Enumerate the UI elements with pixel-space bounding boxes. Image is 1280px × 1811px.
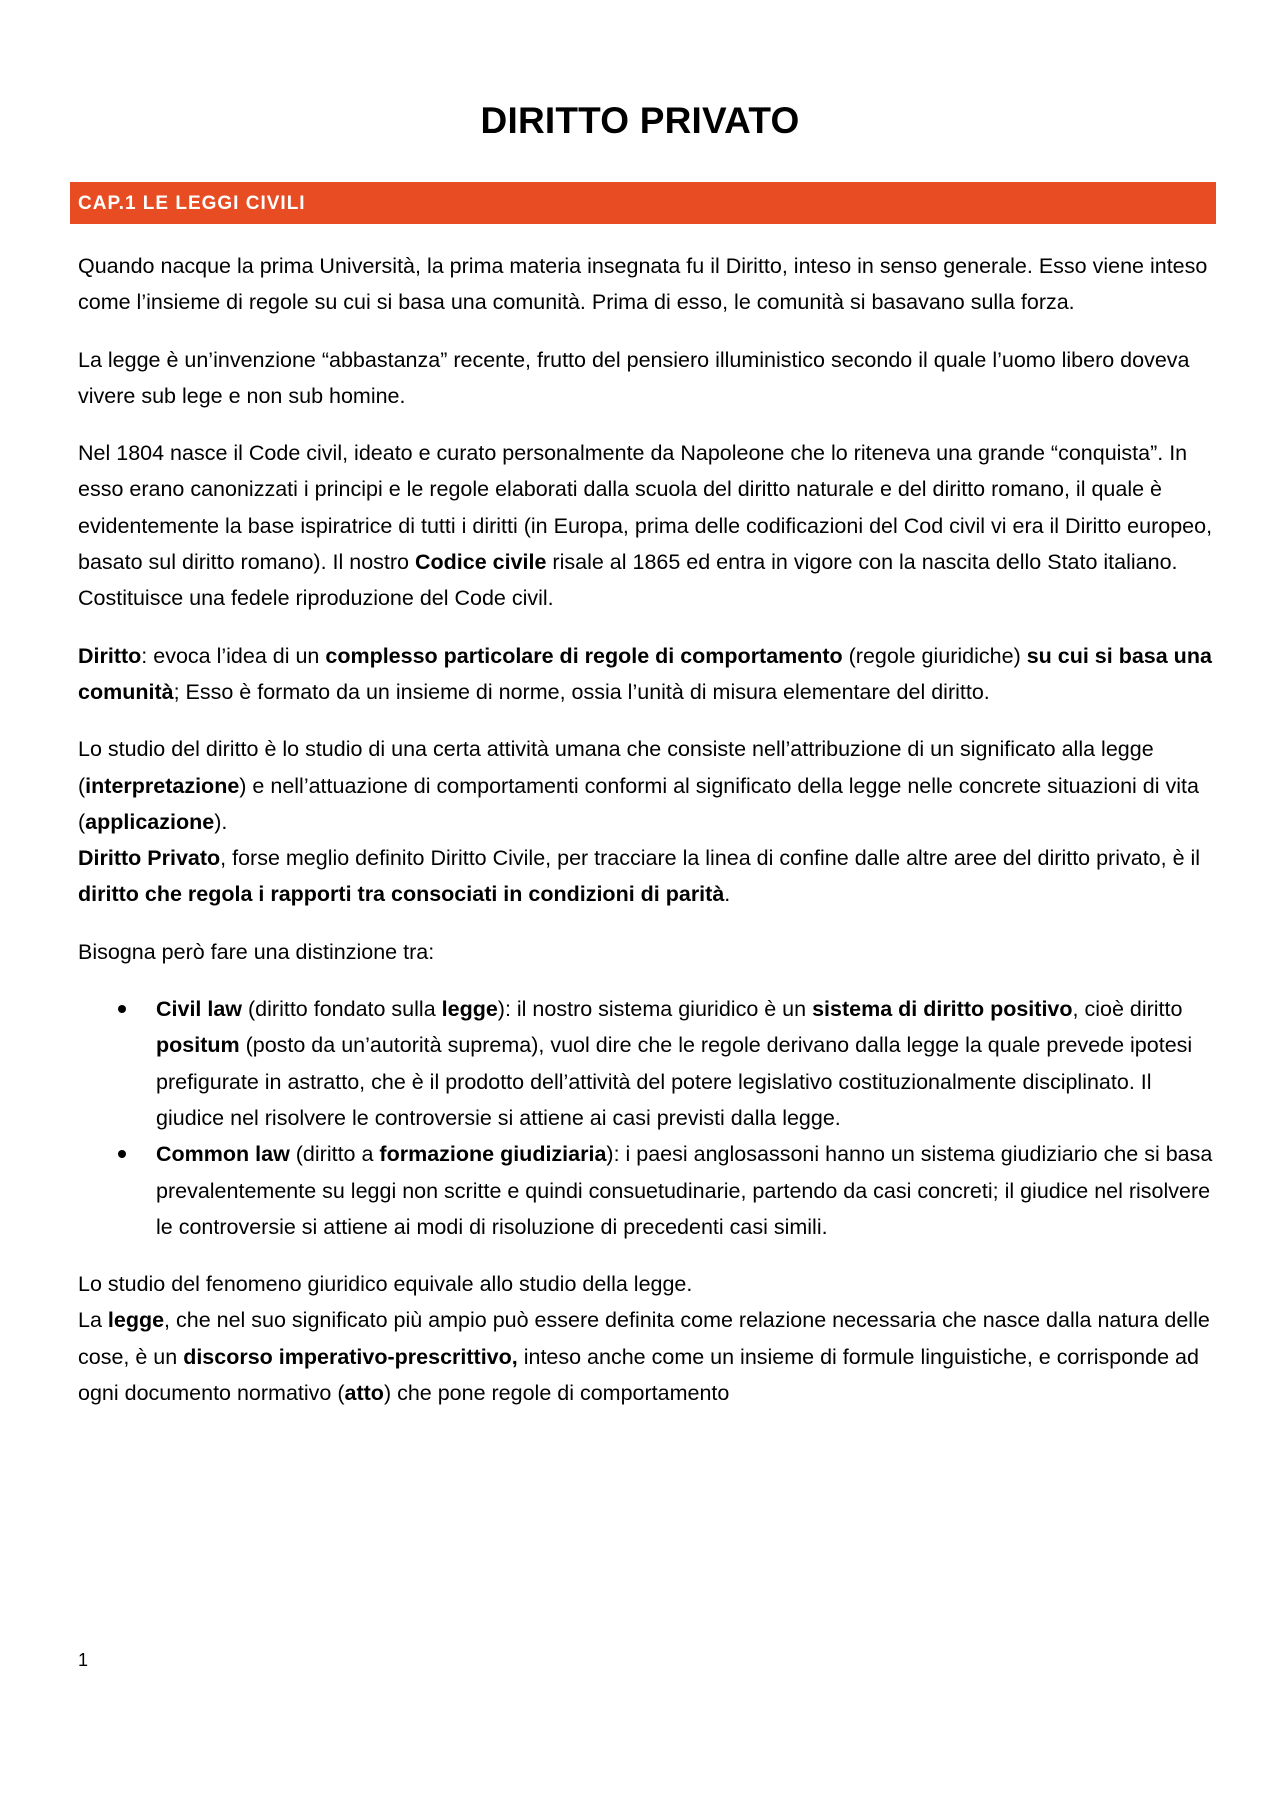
- page-number: 1: [78, 1650, 89, 1670]
- list-item-common-law: Common law (diritto a formazione giudiziaria): i paesi anglosassoni hanno un sistema giudiziario che si basa prevalentemente su leggi non scritte e quindi consuetudinarie, partendo da casi concreti; il giudice nel risolvere le controversie si attiene ai modi di risoluzione di precedenti casi simili.: [78, 1136, 1218, 1245]
- document-title: DIRITTO PRIVATO: [480, 100, 800, 141]
- paragraph-code-civil: Nel 1804 nasce il Code civil, ideato e curato personalmente da Napoleone che lo riteneva una grande “conquista”. In esso erano canonizzati i principi e le regole elaborati dalla scuola del diritto naturale e del diritto romano, il quale è evidentemente la base ispiratrice di tutti i diritti (in Europa, prima delle codificazioni del Cod civil vi era il Diritto europeo, basato sul diritto romano). Il nostro Codice civile risale al 1865 ed entra in vigore con la nascita dello Stato italiano. Costituisce una fedele riproduzione del Code civil.: [78, 441, 1213, 611]
- paragraph-private-law: Diritto Privato, forse meglio definito Diritto Civile, per tracciare la linea di confine dalle altre aree del diritto privato, è il diritto che regola i rapporti tra consociati in condizioni di parità.: [78, 846, 1201, 907]
- bullet-icon: [118, 1150, 126, 1158]
- paragraph-distinction: Bisogna però fare una distinzione tra:: [78, 939, 435, 964]
- paragraph-diritto-definition: Diritto: evoca l’idea di un complesso particolare di regole di comportamento (regole giuridiche) su cui si basa una comunità; Esso è formato da un insieme di norme, ossia l’unità di misura elementare del diritto.: [78, 643, 1212, 704]
- paragraph-study-phenomenon: Lo studio del fenomeno giuridico equivale allo studio della legge.: [78, 1272, 693, 1297]
- list-item-civil-law: Civil law (diritto fondato sulla legge): il nostro sistema giuridico è un sistema di diritto positivo, cioè diritto positum (posto da un’autorità suprema), vuol dire che le regole derivano dalla legge la quale prevede ipotesi prefigurate in astratto, che è il prodotto dell’attività del potere legislativo costituzionalmente disciplinato. Il giudice nel risolvere le controversie si attiene ai casi previsti dalla legge.: [78, 991, 1218, 1136]
- paragraph-university: Quando nacque la prima Università, la prima materia insegnata fu il Diritto, inteso in senso generale. Esso viene inteso come l’insieme di regole su cui si basa una comunità. Prima di esso, le comunità si basavano sulla forza.: [78, 254, 1208, 315]
- chapter-title: CAP.1 LE LEGGI CIVILI: [78, 193, 306, 214]
- paragraph-study-of-law: Lo studio del diritto è lo studio di una certa attività umana che consiste nell’attribuzione di un significato alla legge (interpretazione) e nell’attuazione di comportamenti conformi al significato della legge nelle concrete situazioni di vita (applicazione).: [78, 737, 1199, 834]
- paragraph-legge-definition: La legge, che nel suo significato più ampio può essere definita come relazione necessaria che nasce dalla natura delle cose, è un discorso imperativo-prescrittivo, inteso anche come un insieme di formule linguistiche, e corrisponde ad ogni documento normativo (atto) che pone regole di comportamento: [78, 1308, 1210, 1406]
- bullet-icon: [118, 1005, 126, 1013]
- law-systems-list: [78, 991, 1218, 1245]
- document-body: [78, 248, 1218, 1432]
- chapter-heading-bar: [70, 182, 1216, 224]
- paragraph-law-invention: La legge è un’invenzione “abbastanza” recente, frutto del pensiero illuministico secondo il quale l’uomo libero doveva vivere sub lege e non sub homine.: [78, 347, 1190, 408]
